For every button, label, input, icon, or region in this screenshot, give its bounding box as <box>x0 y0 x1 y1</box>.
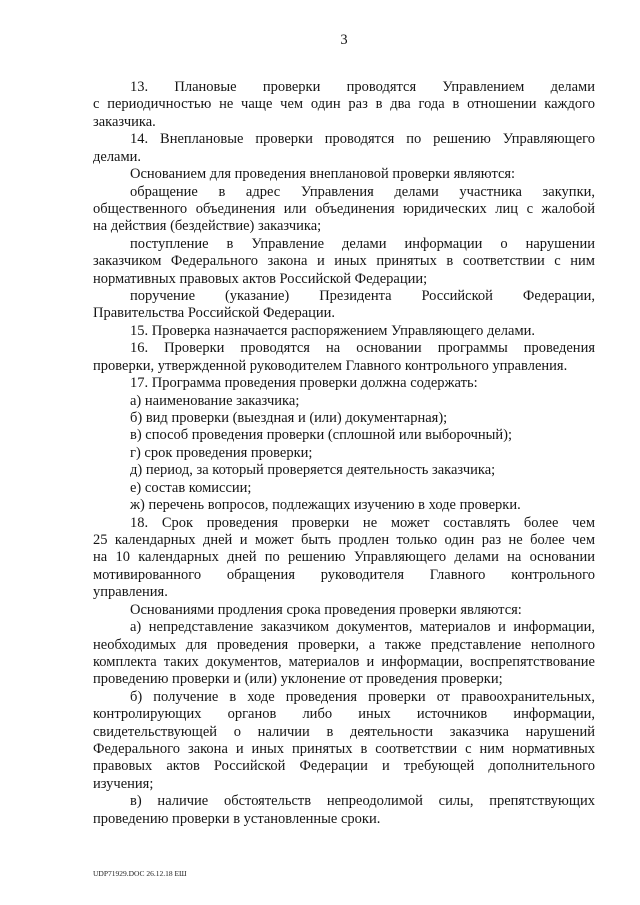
text-line: проведению проверки в установленные сроки. <box>93 810 381 827</box>
text-line: заказчика. <box>93 113 156 130</box>
text-line: комплекта таких документов, материалов и информации, воспрепятствование <box>93 653 595 670</box>
text-line: 16. Проверки проводятся на основании программы проведения <box>130 340 595 357</box>
paragraph <box>93 166 595 183</box>
text-line: мотивированного обращения руководителя Главного контрольного <box>93 566 595 583</box>
text-line: необходимых для проведения проверки, а также представление неполного <box>93 636 595 653</box>
text-line: на 10 календарных дней по решению Управляющего делами на основании <box>93 549 595 566</box>
text-line: управления. <box>93 584 168 601</box>
text-line: поступление в Управление делами информации о нарушении <box>130 235 595 252</box>
paragraph <box>93 340 595 375</box>
text-line: контролирующих органов либо иных источников информации, <box>93 706 595 723</box>
text-line: а) наименование заказчика; <box>130 392 300 409</box>
text-line: на действия (бездействие) заказчика; <box>93 218 322 235</box>
paragraph <box>93 375 595 392</box>
paragraph <box>93 515 595 602</box>
text-line: общественного объединения или объединения юридических лиц с жалобой <box>93 200 595 217</box>
text-line: изучения; <box>93 775 154 792</box>
document-body <box>93 79 595 828</box>
text-line: нормативных правовых актов Российской Федерации; <box>93 270 428 287</box>
file-footer: UDP71929.DOC 26.12.18 ЕШ <box>93 869 187 878</box>
paragraph <box>93 288 595 323</box>
text-line: заказчиком Федерального закона и иных принятых в соответствии с ним <box>93 253 595 270</box>
text-line: 17. Программа проведения проверки должна содержать: <box>130 375 478 392</box>
paragraph <box>93 445 595 462</box>
paragraph <box>93 131 595 166</box>
text-line: проверки, утвержденной руководителем Главного контрольного управления. <box>93 357 568 374</box>
paragraph <box>93 79 595 131</box>
text-line: в) наличие обстоятельств непреодолимой силы, препятствующих <box>130 793 595 810</box>
text-line: 18. Срок проведения проверки не может составлять более чем <box>130 514 595 531</box>
paragraph <box>93 497 595 514</box>
text-line: г) срок проведения проверки; <box>130 444 313 461</box>
paragraph <box>93 602 595 619</box>
text-line: 13. Плановые проверки проводятся Управлением делами <box>130 79 595 95</box>
paragraph <box>93 393 595 410</box>
text-line: правовых актов Российской Федерации и требующей дополнительного <box>93 758 595 775</box>
text-line: а) непредставление заказчиком документов, материалов и информации, <box>130 619 595 636</box>
text-line: делами. <box>93 148 142 165</box>
text-line: д) период, за который проверяется деятельность заказчика; <box>130 462 496 479</box>
text-line: с периодичностью не чаще чем один раз в два года в отношении каждого <box>93 96 595 113</box>
paragraph <box>93 480 595 497</box>
text-line: 15. Проверка назначается распоряжением Управляющего делами. <box>130 322 536 339</box>
paragraph <box>93 184 595 236</box>
text-line: е) состав комиссии; <box>130 479 252 496</box>
page-number: 3 <box>340 32 348 48</box>
text-line: 25 календарных дней и может быть продлен только один раз не более чем <box>93 531 595 548</box>
text-line: б) вид проверки (выездная и (или) документарная); <box>130 410 448 427</box>
text-line: обращение в адрес Управления делами участника закупки, <box>130 183 595 200</box>
text-line: свидетельствующей о наличии в деятельности заказчика нарушений <box>93 723 595 740</box>
paragraph <box>93 619 595 689</box>
text-line: в) способ проведения проверки (сплошной или выборочный); <box>130 427 513 444</box>
paragraph <box>93 689 595 794</box>
paragraph <box>93 410 595 427</box>
paragraph <box>93 236 595 288</box>
paragraph <box>93 427 595 444</box>
text-line: поручение (указание) Президента Российской Федерации, <box>130 288 595 305</box>
paragraph <box>93 323 595 340</box>
text-line: Федерального закона и иных принятых в соответствии с ним нормативных <box>93 741 595 758</box>
text-line: проведению проверки и (или) уклонение от проведения проверки; <box>93 671 503 688</box>
text-line: 14. Внеплановые проверки проводятся по решению Управляющего <box>130 131 595 148</box>
text-line: б) получение в ходе проведения проверки от правоохранительных, <box>130 688 595 705</box>
text-line: ж) перечень вопросов, подлежащих изучению в ходе проверки. <box>130 497 521 514</box>
paragraph <box>93 793 595 828</box>
paragraph <box>93 462 595 479</box>
text-line: Правительства Российской Федерации. <box>93 305 336 322</box>
text-line: Основаниями продления срока проведения проверки являются: <box>130 601 522 618</box>
text-line: Основанием для проведения внеплановой проверки являются: <box>130 166 516 183</box>
